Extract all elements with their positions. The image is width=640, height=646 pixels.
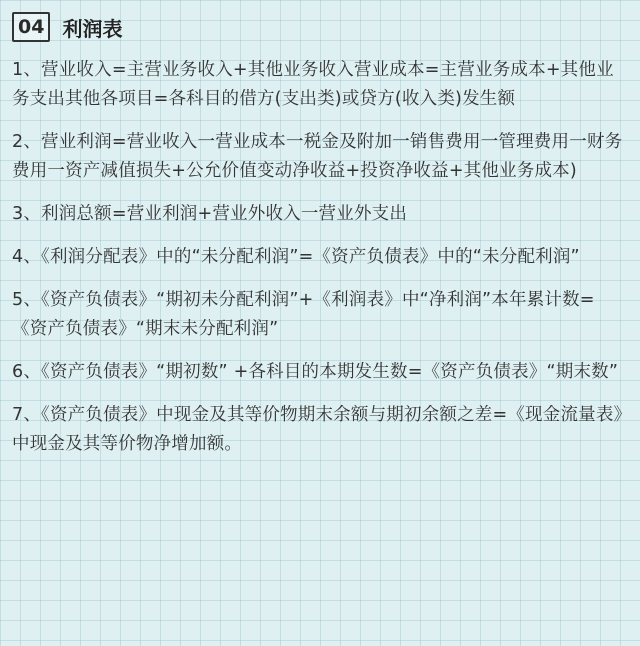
section-number-badge: 04 — [12, 12, 50, 42]
formula-list — [12, 56, 628, 459]
formula-item-7: 7、《资产负债表》中现金及其等价物期末余额与期初余额之差=《现金流量表》中现金及其等价物净增加额。 — [12, 405, 623, 454]
formula-item-5: 5、《资产负债表》“期初未分配利润”+《利润表》中“净利润”本年累计数=《资产负债表》“期末未分配利润” — [12, 290, 595, 339]
formula-item-4: 4、《利润分配表》中的“未分配利润”=《资产负债表》中的“未分配利润” — [12, 247, 580, 267]
formula-item-1: 1、营业收入=主营业务收入+其他业务收入营业成本=主营业务成本+其他业务支出其他各项目=各科目的借方(支出类)或贷方(收入类)发生额 — [12, 60, 614, 109]
section-title: 利润表 — [62, 16, 123, 41]
formula-item-3: 3、利润总额=营业利润+营业外收入一营业外支出 — [12, 204, 408, 224]
section-header — [12, 10, 628, 44]
formula-item-6: 6、《资产负债表》“期初数” +各科目的本期发生数=《资产负债表》“期末数” — [12, 362, 619, 382]
formula-item-2: 2、营业利润=营业收入一营业成本一税金及附加一销售费用一管理费用一财务费用一资产减值损失+公允价值变动净收益+投资净收益+其他业务成本) — [12, 132, 623, 181]
